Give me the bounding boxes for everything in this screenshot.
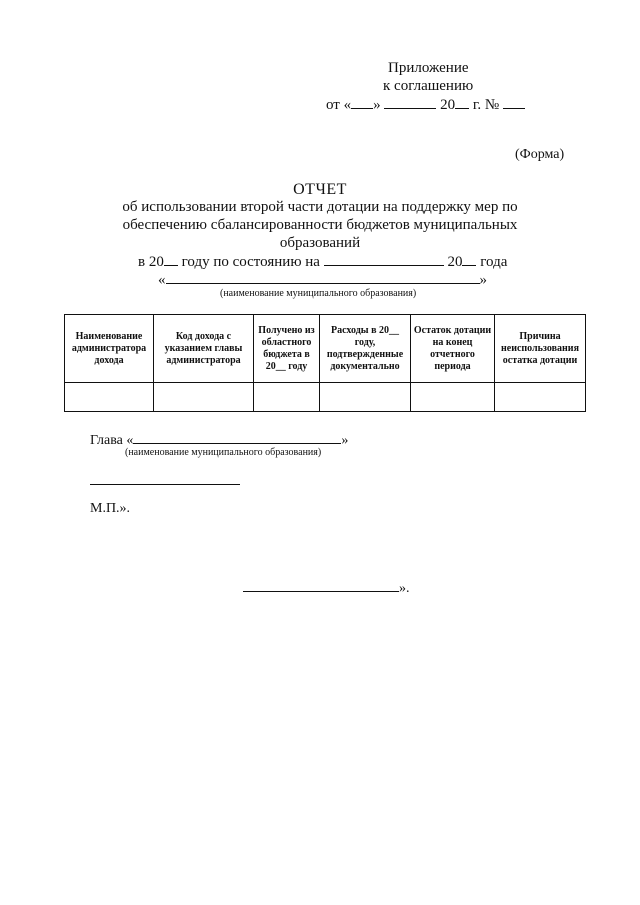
- header-reason: Причина неиспользования остатка дотации: [495, 315, 586, 383]
- report-subtitle-2: обеспечению сбалансированности бюджетов муниципальных: [122, 217, 518, 233]
- municipality-name-field: [158, 270, 487, 289]
- header-income-code: Код дохода с указанием главы администратора: [154, 315, 254, 383]
- report-table: [64, 314, 586, 412]
- appendix-title: Приложение: [388, 60, 469, 76]
- signature-line: [90, 484, 240, 485]
- period-prefix: в 20: [138, 254, 164, 270]
- form-label: (Форма): [515, 147, 565, 162]
- month-blank: [384, 95, 436, 109]
- head-caption: (наименование муниципального образования): [125, 447, 322, 458]
- cell-received[interactable]: [254, 383, 320, 412]
- date-year: 20: [436, 97, 456, 113]
- cell-balance[interactable]: [411, 383, 495, 412]
- cell-reason[interactable]: [495, 383, 586, 412]
- year-blank: [455, 95, 469, 109]
- period-year-blank: [164, 252, 178, 266]
- appendix-date-number: [326, 95, 525, 114]
- header-administrator: Наименование администратора дохода: [65, 315, 154, 383]
- period-mid: году по состоянию на: [177, 254, 324, 270]
- period-suffix: года: [476, 254, 508, 270]
- municipality-caption: (наименование муниципального образования): [220, 288, 417, 299]
- report-subtitle-3: образований: [279, 235, 361, 251]
- head-suffix: »: [341, 433, 349, 448]
- header-expenses: Расходы в 20__ году, подтвержденные документально: [320, 315, 411, 383]
- closing-line: [243, 578, 410, 597]
- date-prefix: от «: [326, 97, 352, 113]
- period-year: 20: [443, 254, 463, 270]
- table-header-row: [65, 315, 586, 383]
- date-mid: »: [373, 97, 385, 113]
- stamp-label: М.П.».: [90, 501, 131, 516]
- cell-expenses[interactable]: [320, 383, 411, 412]
- period-year2-blank: [462, 252, 476, 266]
- table-row: [65, 383, 586, 412]
- report-subtitle-1: об использовании второй части дотации на поддержку мер по: [122, 199, 518, 215]
- report-title: ОТЧЕТ: [293, 181, 347, 198]
- closing-suffix: ».: [399, 581, 410, 596]
- municipality-blank: [166, 270, 480, 284]
- report-period: [138, 252, 507, 271]
- head-prefix: Глава «: [90, 433, 134, 448]
- period-date-blank: [324, 252, 444, 266]
- head-name-blank: [133, 430, 341, 444]
- day-blank: [351, 95, 373, 109]
- date-suffix: г. №: [469, 97, 500, 113]
- closing-blank: [243, 578, 399, 592]
- number-blank: [503, 95, 525, 109]
- quote-close: »: [479, 272, 487, 288]
- header-balance: Остаток дотации на конец отчетного периода: [411, 315, 495, 383]
- quote-open: «: [158, 272, 166, 288]
- header-received: Получено из областного бюджета в 20__ году: [254, 315, 320, 383]
- appendix-agreement: к соглашению: [383, 78, 474, 94]
- cell-administrator[interactable]: [65, 383, 154, 412]
- cell-income-code[interactable]: [154, 383, 254, 412]
